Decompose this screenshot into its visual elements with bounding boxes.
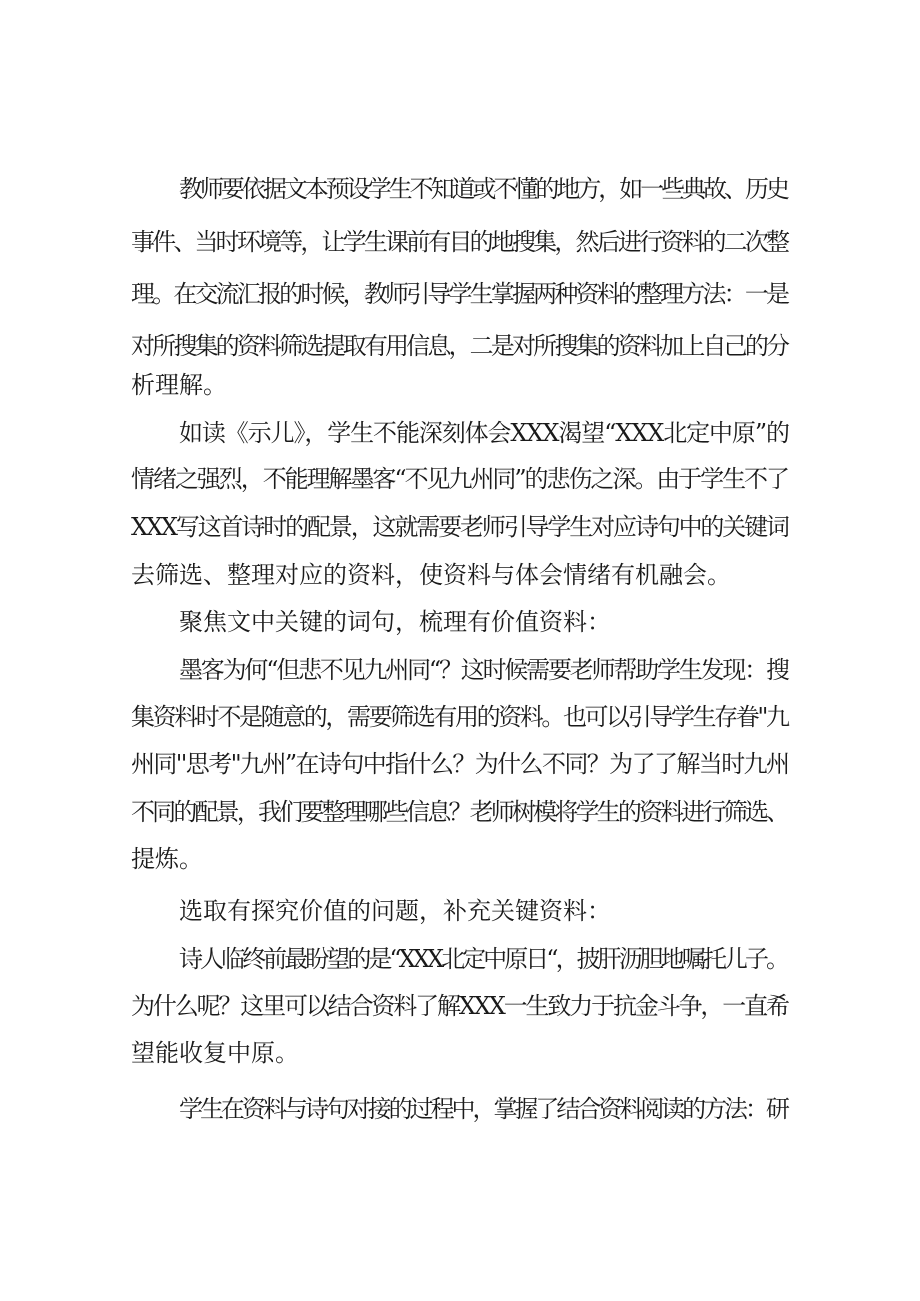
text-line: 教师要依据文本预设学生不知道或不懂的地方，如一些典故、历史 [179, 175, 787, 203]
text-line: 聚焦文中关键的词句，梳理有价值资料： [179, 608, 611, 636]
paragraph-1-line-4 [0, 326, 920, 366]
paragraph-3-line-1 [0, 602, 920, 642]
paragraph-2-line-3 [0, 507, 920, 547]
text-line: 集资料时不是随意的，需要筛选有用的资料。也可以引导学生存眷"九 [131, 703, 788, 731]
paragraph-5-line-1 [0, 891, 920, 931]
text-line: 诗人临终前最盼望的是“XXX北定中原日“，披肝沥胆地嘱托儿子。 [179, 945, 788, 973]
text-line: 事件、当时环境等，让学生课前有目的地搜集，然后进行资料的二次整 [131, 228, 788, 256]
paragraph-1-line-5 [0, 365, 920, 405]
text-line: 为什么呢？这里可以结合资料了解XXX一生致力于抗金斗争，一直希 [131, 992, 788, 1020]
paragraph-4-line-2 [0, 697, 920, 737]
paragraph-6-line-2 [0, 986, 920, 1026]
paragraph-2-line-2 [0, 459, 920, 499]
text-line: 理。在交流汇报的时候，教师引导学生掌握两种资料的整理方法：一是 [131, 280, 788, 308]
text-line: 情绪之强烈，不能理解墨客“不见九州同”的悲伤之深。由于学生不了 [131, 465, 788, 493]
paragraph-1-line-3 [0, 274, 920, 314]
text-line: 不同的配景，我们要整理哪些信息？老师树模将学生的资料进行筛选、 [131, 798, 788, 826]
paragraph-1-line-2 [0, 222, 920, 262]
text-line: 析理解。 [131, 371, 227, 399]
paragraph-1-line-1 [0, 169, 920, 209]
text-line: 提炼。 [131, 845, 203, 873]
text-line: 如读《示儿》，学生不能深刻体会XXX渴望“XXX北定中原”的 [179, 419, 789, 447]
text-line: 学生在资料与诗句对接的过程中，掌握了结合资料阅读的方法：研 [179, 1095, 787, 1123]
paragraph-2-line-1 [0, 413, 920, 453]
text-line: 望能收复中原。 [131, 1039, 299, 1067]
paragraph-4-line-3 [0, 744, 920, 784]
paragraph-7-line-1 [0, 1089, 920, 1129]
text-line: 墨客为何“但悲不见九州同“？这时候需要老师帮助学生发现：搜 [179, 656, 788, 684]
paragraph-4-line-5 [0, 839, 920, 879]
text-line: 去筛选、整理对应的资料，使资料与体会情绪有机融会。 [131, 561, 731, 589]
text-line: 对所搜集的资料筛选提取有用信息，二是对所搜集的资料加上自己的分 [131, 332, 788, 360]
text-line: XXX写这首诗时的配景，这就需要老师引导学生对应诗句中的关键词 [131, 513, 788, 541]
text-line: 选取有探究价值的问题，补充关键资料： [179, 897, 611, 925]
paragraph-6-line-1 [0, 939, 920, 979]
paragraph-4-line-1 [0, 650, 920, 690]
paragraph-6-line-3 [0, 1033, 920, 1073]
paragraph-2-line-4 [0, 555, 920, 595]
paragraph-4-line-4 [0, 792, 920, 832]
text-line: 州同''思考"九州”在诗句中指什么？为什么不同？为了了解当时九州 [131, 750, 789, 778]
